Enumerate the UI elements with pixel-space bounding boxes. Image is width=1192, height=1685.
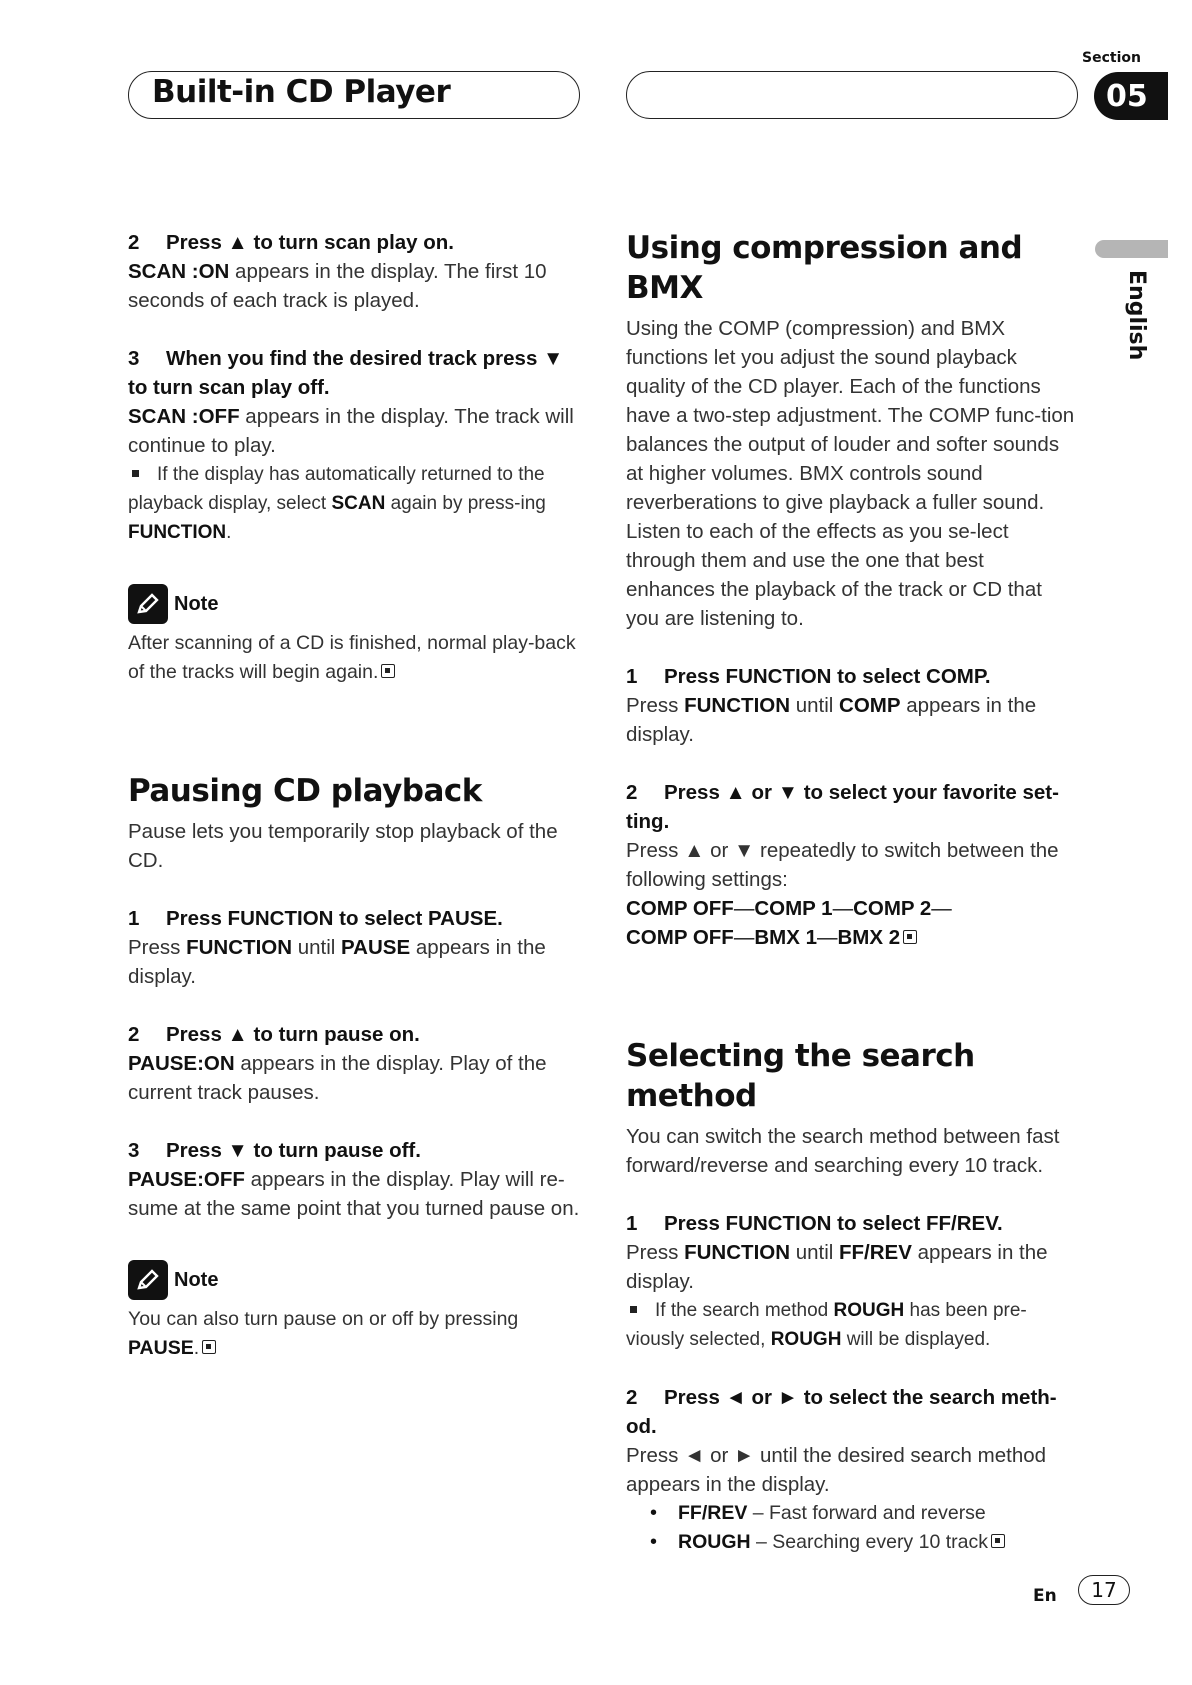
- search-bullet-note: If the search method ROUGH has been pre-viously selected, ROUGH will be displayed.: [626, 1300, 1027, 1350]
- pause-step-1: 1 Press FUNCTION to select PAUSE.: [128, 907, 503, 930]
- note-2-label: Note: [174, 1268, 219, 1291]
- search-step-2-body: Press ◄ or ► until the desired search method appears in the display.: [626, 1444, 1047, 1496]
- section-number-badge: 05: [1094, 72, 1168, 120]
- note-2-text: You can also turn pause on or off by pressing PAUSE.: [128, 1308, 519, 1359]
- note-1-header: [128, 583, 588, 625]
- pencil-icon: [128, 1260, 168, 1300]
- pause-step-3: 3 Press ▼ to turn pause off.: [128, 1139, 421, 1162]
- comp-sequence-2: COMP OFF—BMX 1—BMX 2: [626, 923, 1078, 952]
- pencil-icon: [128, 584, 168, 624]
- language-tab-bar: [1095, 240, 1168, 258]
- end-mark-icon: [381, 664, 395, 678]
- scan-step-3: 3 When you find the desired track press ▼ to turn scan play off.: [128, 347, 564, 399]
- scan-bullet-note: If the display has automatically returned to the playback display, select SCAN again by press-ing FUNCTION.: [128, 464, 546, 543]
- section-label: Section: [1082, 50, 1141, 66]
- square-bullet-icon: [630, 1306, 637, 1313]
- square-bullet-icon: [132, 470, 139, 477]
- left-column: [128, 228, 588, 1363]
- end-mark-icon: [903, 930, 917, 944]
- note-1-label: Note: [174, 592, 219, 615]
- search-step-1: 1 Press FUNCTION to select FF/REV.: [626, 1212, 1003, 1235]
- comp-step-2-body: Press ▲ or ▼ repeatedly to switch between the following settings:: [626, 839, 1059, 891]
- compression-intro: Using the COMP (compression) and BMX functions let you adjust the sound playback quality of the CD player. Each of the functions have a two-step adjustment. The COMP func-tion balances the output of louder and softer sounds at higher volumes. BMX controls sound reverberations to give playback a fuller sound. Listen to each of the effects as you se-lect through them and use the one that best enhances the playback of the track or CD that you are listening to.: [626, 317, 1075, 630]
- pause-step-2-body: PAUSE:ON appears in the display. Play of the current track pauses.: [128, 1052, 547, 1104]
- comp-step-2: 2 Press ▲ or ▼ to select your favorite set-ting.: [626, 781, 1059, 833]
- compression-heading: Using compression and BMX: [626, 230, 1023, 306]
- search-step-1-body: Press FUNCTION until FF/REV appears in the display.: [626, 1241, 1048, 1293]
- end-mark-icon: [202, 1340, 216, 1354]
- search-step-2: 2 Press ◄ or ► to select the search meth-od.: [626, 1386, 1057, 1438]
- note-1-text: After scanning of a CD is finished, normal play-back of the tracks will begin again.: [128, 632, 576, 683]
- pause-heading: Pausing CD playback: [128, 773, 482, 809]
- note-2-header: [128, 1259, 588, 1301]
- list-item: • ROUGH – Searching every 10 track: [650, 1528, 1078, 1557]
- language-tab-label: English: [1124, 270, 1149, 361]
- list-item: • FF/REV – Fast forward and reverse: [650, 1499, 1078, 1528]
- comp-step-1: 1 Press FUNCTION to select COMP.: [626, 665, 991, 688]
- pause-step-2: 2 Press ▲ to turn pause on.: [128, 1023, 420, 1046]
- search-method-intro: You can switch the search method between fast forward/reverse and searching every 10 track.: [626, 1125, 1060, 1177]
- pause-step-3-body: PAUSE:OFF appears in the display. Play will re-sume at the same point that you turned pause on.: [128, 1168, 580, 1220]
- scan-step-2: 2 Press ▲ to turn scan play on.: [128, 231, 455, 254]
- footer-language: En: [1033, 1586, 1057, 1606]
- search-options-list: [626, 1499, 1078, 1557]
- page-number: 17: [1078, 1575, 1130, 1605]
- search-method-heading: Selecting the search method: [626, 1038, 975, 1114]
- header-blank-pill: [626, 71, 1078, 119]
- comp-sequence-1: COMP OFF—COMP 1—COMP 2—: [626, 897, 952, 920]
- pause-intro: Pause lets you temporarily stop playback of the CD.: [128, 820, 558, 872]
- scan-step-3-body: SCAN :OFF appears in the display. The track will continue to play.: [128, 405, 574, 457]
- right-column: [626, 228, 1078, 1557]
- page-title: Built-in CD Player: [152, 74, 451, 110]
- scan-step-2-body: SCAN :ON appears in the display. The first 10 seconds of each track is played.: [128, 260, 547, 312]
- pause-step-1-body: Press FUNCTION until PAUSE appears in the display.: [128, 936, 546, 988]
- end-mark-icon: [991, 1534, 1005, 1548]
- comp-step-1-body: Press FUNCTION until COMP appears in the display.: [626, 694, 1037, 746]
